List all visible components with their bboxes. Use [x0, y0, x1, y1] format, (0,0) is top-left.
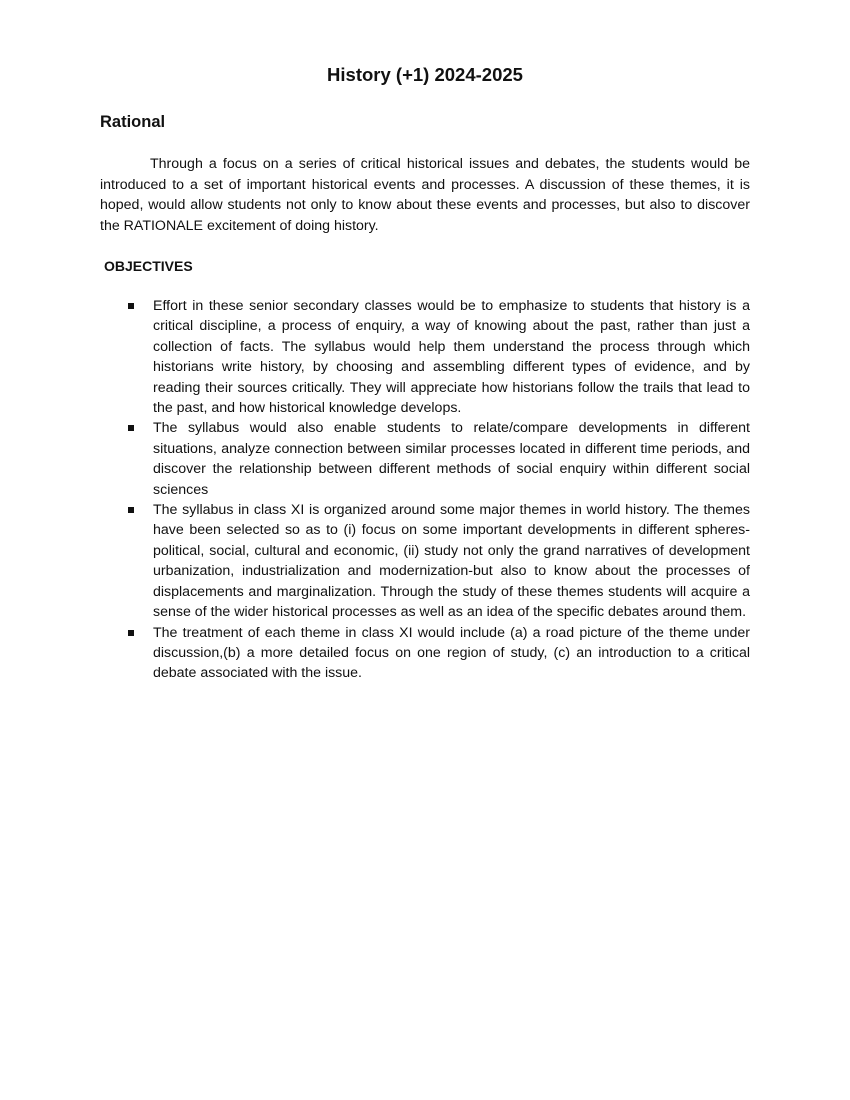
- objective-text-3: The syllabus in class XI is organized around some major themes in world history. The themes have been selected so as to (i) focus on some important developments in different spheres-political, social, cultural and economic, (ii) study not only the grand narratives of development urbanization, industrialization and modernization-but also to know about the processes of displacements and marginalization. Through the study of these themes students will acquire a sense of the wider historical processes as well as an idea of the specific debates around them.: [153, 502, 750, 621]
- square-bullet-icon: [128, 425, 134, 431]
- objective-item-3: [0, 500, 750, 622]
- objective-item-1: [0, 296, 750, 418]
- page-title: History (+1) 2024-2025: [327, 64, 523, 85]
- objective-item-2: [0, 418, 750, 500]
- rationale-paragraph: Through a focus on a series of critical historical issues and debates, the students would be introduced to a set of important historical events and processes. A discussion of these themes, it is hoped, would allow students not only to know about these events and processes, but also to discover the RATIONALE excitement of doing history.: [100, 156, 750, 234]
- objectives-list: [0, 296, 850, 684]
- rationale-heading: Rational: [100, 113, 166, 131]
- objective-text-2: The syllabus would also enable students to relate/compare developments in different situations, analyze connection between similar processes located in different time periods, and discover the relationship between different methods of social enquiry within different social sciences: [153, 420, 750, 498]
- objectives-heading: OBJECTIVES: [104, 258, 193, 274]
- square-bullet-icon: [128, 303, 134, 309]
- objective-item-4: [0, 623, 750, 684]
- square-bullet-icon: [128, 630, 134, 636]
- objective-text-1: Effort in these senior secondary classes would be to emphasize to students that history is a critical discipline, a process of enquiry, a way of knowing about the past, rather than just a collection of facts. The syllabus would help them understand the process through which historians write history, by choosing and assembling different types of evidence, and by reading their sources critically. They will appreciate how historians follow the trails that lead to the past, and how historical knowledge develops.: [153, 298, 750, 417]
- square-bullet-icon: [128, 507, 134, 513]
- objective-text-4: The treatment of each theme in class XI would include (a) a road picture of the theme under discussion,(b) a more detailed focus on one region of study, (c) an introduction to a critical debate associated with the issue.: [153, 624, 750, 682]
